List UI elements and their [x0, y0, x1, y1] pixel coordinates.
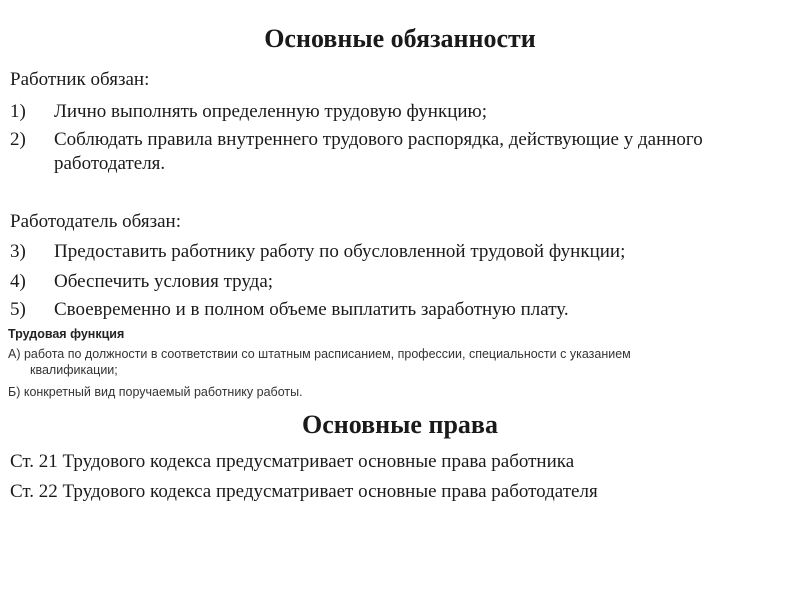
note-item-a	[8, 346, 748, 378]
item-text: Соблюдать правила внутреннего трудового распорядка, действующие у данного работодателя.	[54, 129, 703, 174]
item-number: 1)	[10, 101, 26, 122]
list-item	[10, 128, 790, 176]
duties-title: Основные обязанности	[264, 24, 536, 53]
list-item	[10, 298, 790, 322]
list-item	[10, 270, 790, 294]
note-item-a-line1: А) работа по должности в соответствии со штатным расписанием, профессии, специальности с указанием	[8, 347, 631, 361]
list-item	[10, 240, 790, 264]
item-text: Предоставить работнику работу по обусловленной трудовой функции;	[54, 241, 626, 262]
employee-header: Работник обязан:	[10, 69, 150, 90]
item-text: Обеспечить условия труда;	[54, 271, 274, 292]
note-item-a-line2: квалификации;	[30, 363, 118, 377]
item-number: 3)	[10, 241, 26, 262]
item-text: Лично выполнять определенную трудовую функцию;	[54, 101, 488, 122]
list-item	[10, 100, 790, 124]
rights-title: Основные права	[302, 410, 498, 439]
employer-header: Работодатель обязан:	[10, 211, 181, 232]
item-number: 4)	[10, 271, 26, 292]
item-text: Своевременно и в полном объеме выплатить заработную плату.	[54, 299, 569, 320]
rights-line-2: Ст. 22 Трудового кодекса предусматривает основные права работодателя	[10, 481, 598, 502]
rights-line-1: Ст. 21 Трудового кодекса предусматривает основные права работника	[10, 451, 575, 472]
item-number: 5)	[10, 299, 26, 320]
item-number: 2)	[10, 129, 26, 150]
note-heading: Трудовая функция	[8, 327, 125, 341]
note-item-b: Б) конкретный вид поручаемый работнику работы.	[8, 385, 303, 399]
